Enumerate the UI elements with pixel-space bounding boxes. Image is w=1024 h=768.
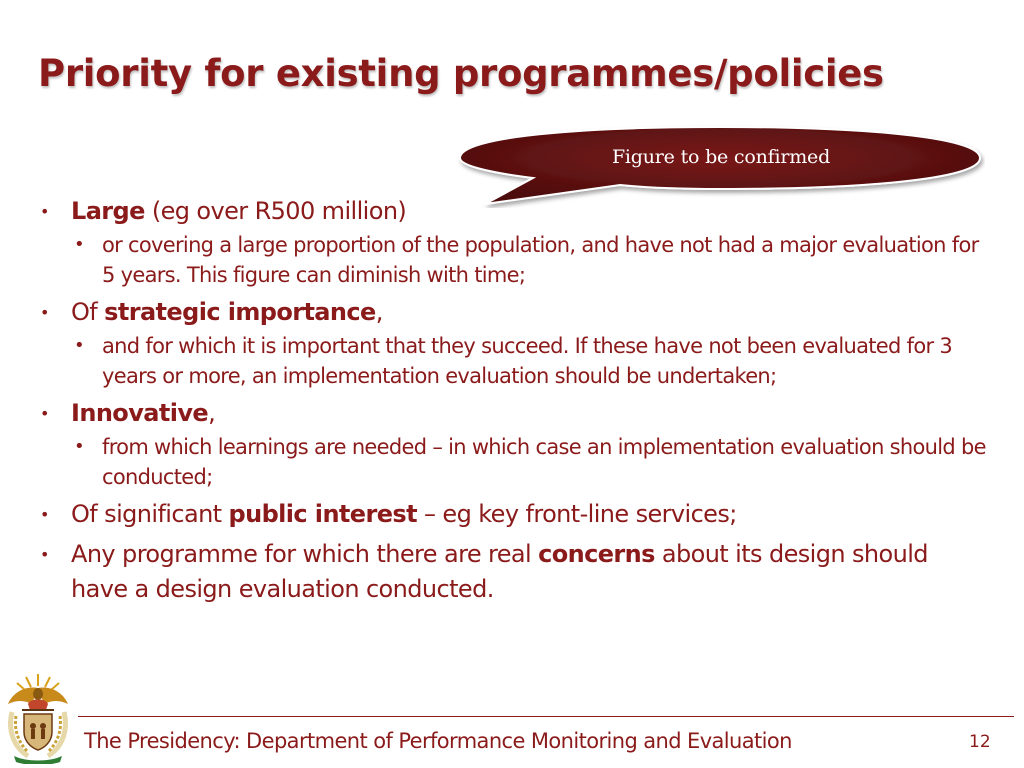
bullet-text: (eg over R500 million) <box>144 197 407 225</box>
bullet-item <box>36 396 971 431</box>
bullet-text: about its design should have a design evaluation conducted. <box>71 540 928 603</box>
bullet-item <box>36 194 971 229</box>
bullet-text: , <box>375 298 383 326</box>
sub-bullet-item <box>36 432 997 492</box>
sub-bullet-item <box>36 230 997 290</box>
bullet-text: Any programme for which there are real <box>71 540 539 568</box>
coat-of-arms-icon <box>2 672 74 764</box>
bullet-text: Of <box>71 298 105 326</box>
bullet-dot-icon: • <box>74 335 84 356</box>
bullet-text-bold: Large <box>71 197 145 225</box>
bullet-dot-icon: • <box>40 404 49 423</box>
bullet-item <box>36 295 971 330</box>
sub-bullet-item <box>36 331 997 391</box>
bullet-text: – eg key front-line services; <box>416 500 737 528</box>
bullet-dot-icon: • <box>40 505 49 524</box>
sub-bullet-text: or covering a large proportion of the population, and have not had a major evaluation for 5 years. This figure can diminish with time; <box>102 233 979 287</box>
sub-bullet-text: and for which it is important that they succeed. If these have not been evaluated for 3 years or more, an implementation evaluation should be undertaken; <box>102 334 953 388</box>
bullet-text: Of significant <box>71 500 229 528</box>
bullet-text-bold: public interest <box>228 500 417 528</box>
bullet-dot-icon: • <box>74 234 84 255</box>
bullet-text-bold: Innovative <box>71 399 209 427</box>
bullet-text-bold: strategic importance <box>104 298 376 326</box>
footer-divider <box>78 716 1014 717</box>
callout-text: Figure to be confirmed <box>611 146 831 168</box>
bullet-dot-icon: • <box>40 202 49 221</box>
bullet-list <box>36 194 996 607</box>
page-number: 12 <box>969 732 991 752</box>
slide-title: Priority for existing programmes/policies <box>38 52 884 95</box>
bullet-dot-icon: • <box>74 436 84 457</box>
footer-text: The Presidency: Department of Performance Monitoring and Evaluation <box>84 729 792 753</box>
bullet-item <box>36 537 971 607</box>
bullet-text: , <box>208 399 216 427</box>
bullet-dot-icon: • <box>40 545 49 564</box>
sub-bullet-text: from which learnings are needed – in which case an implementation evaluation should be conducted; <box>102 435 986 489</box>
bullet-dot-icon: • <box>40 303 49 322</box>
bullet-text-bold: concerns <box>538 540 655 568</box>
bullet-item <box>36 497 971 532</box>
